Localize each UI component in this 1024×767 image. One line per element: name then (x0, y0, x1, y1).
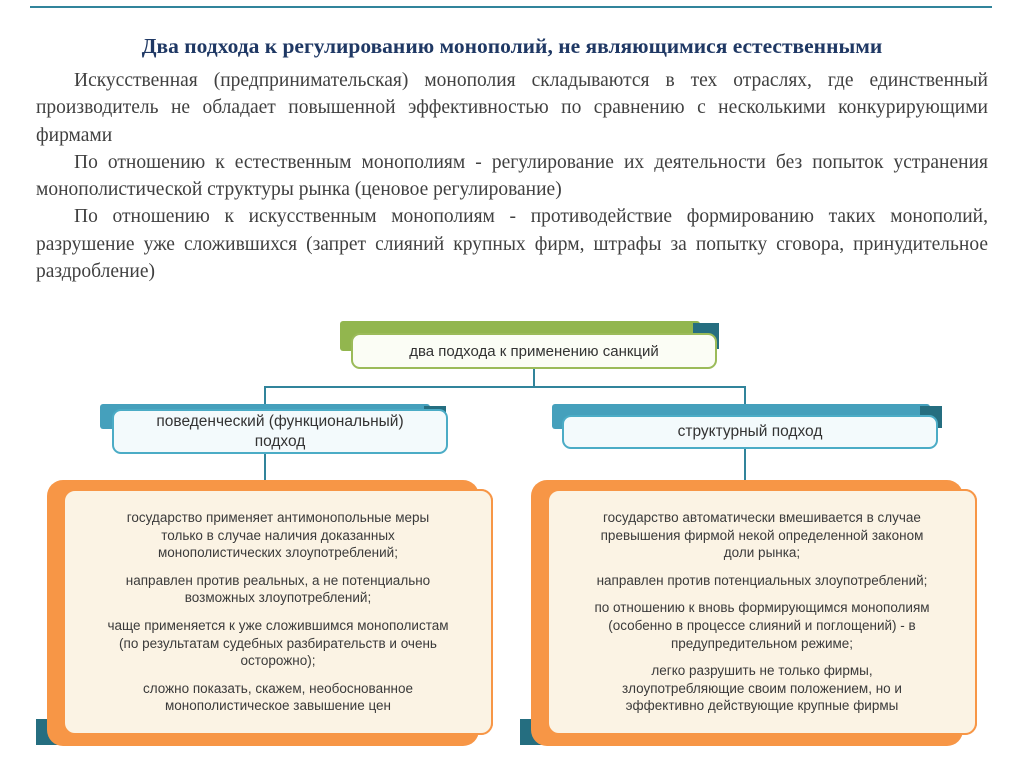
slide-title: Два подхода к регулированию монополий, не являющимися естественными (141, 34, 883, 58)
root-node (351, 333, 717, 369)
connector-right-lower (744, 449, 746, 481)
root-node-label: два подхода к применению санкций (409, 342, 659, 360)
list-item: направлен против потенциальных злоупотреблений; (596, 572, 928, 588)
list-item: легко разрушить не только фирмы, злоупотребляющие своим положением, но и эффективно действующие крупные фирмы (622, 663, 902, 714)
connector-root-vertical (533, 369, 535, 387)
list-item: чаще применяется к уже сложившимся монополистам (по результатам судебных разбирательств и очень осторожно); (107, 618, 449, 669)
list-item: сложно показать, скажем, необоснованное монополистическое завышение цен (142, 680, 414, 714)
structural-approach-node (562, 415, 938, 449)
paragraph-natural-monopoly-approach: По отношению к естественным монополиям - регулирование их деятельности без попыток устранения монополистической структуры рынка (ценовое регулирование) (36, 151, 988, 201)
behavioral-approach-label: поведенческий (функциональный) подход (156, 413, 404, 450)
list-item: государство применяет антимонопольные меры только в случае наличия доказанных монополистических злоупотреблений; (126, 510, 430, 561)
behavioral-approach-node (112, 409, 448, 454)
connector-left-lower (264, 454, 266, 481)
paragraph-artificial-monopoly-approach: По отношению к искусственным монополиям - противодействие формированию таких монополий, разрушение уже сложившихся (запрет слияний крупных фирм, штрафы за попытку сговора, принудительное раздробление) (36, 206, 988, 283)
list-item: государство автоматически вмешивается в случае превышения фирмой некой определенной законом доли рынка; (600, 510, 924, 561)
top-accent-line (30, 6, 992, 8)
connector-horizontal (264, 386, 746, 388)
structural-approach-label: структурный подход (677, 423, 823, 440)
list-item: направлен против реальных, а не потенциально возможных злоупотреблений; (125, 572, 431, 606)
paragraph-artificial-monopoly: Искусственная (предпринимательская) монополия складываются в тех отраслях, где единственный производитель не обладает повышенной эффективностью по сравнению с несколькими конкурирующими фирмами (36, 70, 988, 146)
behavioral-approach-list (63, 489, 493, 735)
body-text (36, 67, 988, 285)
structural-approach-list (547, 489, 977, 735)
list-item: по отношению к вновь формирующимся монополиям (особенно в процессе слияний и поглощений) - в предупредительном режиме; (594, 600, 930, 651)
